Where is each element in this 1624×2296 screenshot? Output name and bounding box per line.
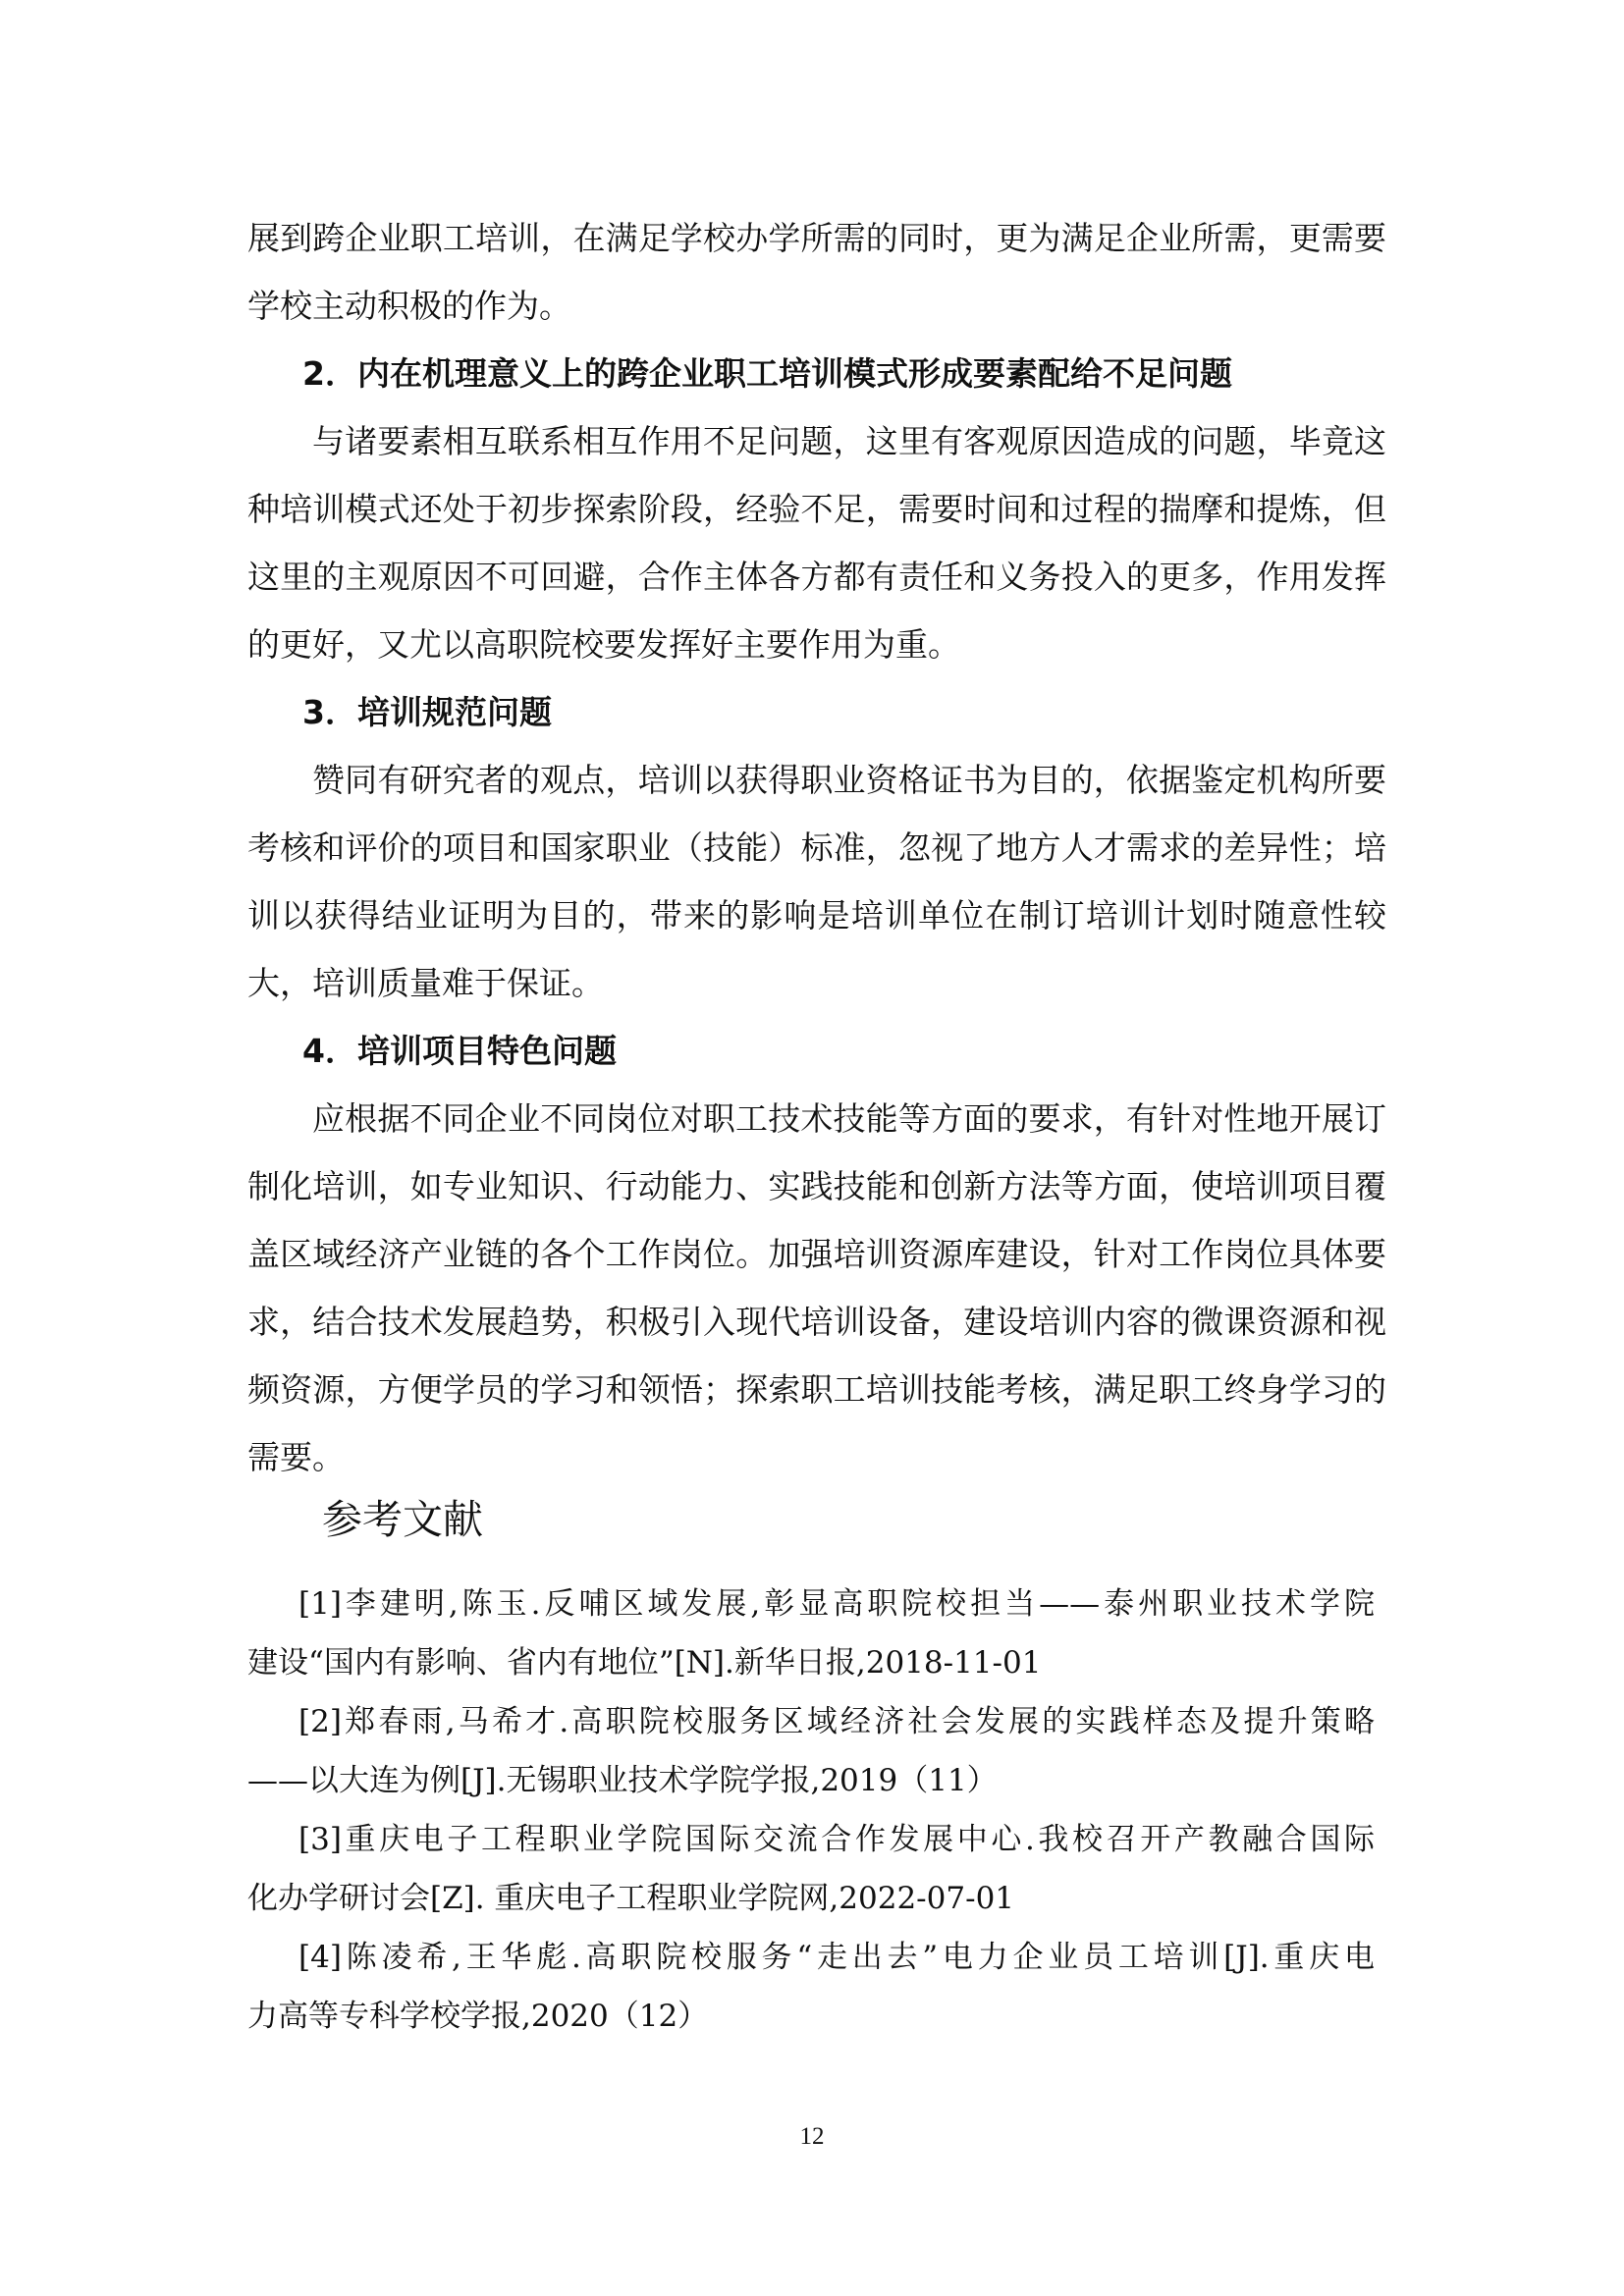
paragraph-line: 制化培训，如专业知识、行动能力、实践技能和创新方法等方面，使培训项目覆 (247, 1167, 1386, 1205)
paragraph-line: 大，培训质量难于保证。 (247, 964, 604, 1002)
reference-line: [4]陈凌希,王华彪.高职院校服务“走出去”电力企业员工培训[J].重庆电 (298, 1940, 1375, 1975)
paragraph-line: 这里的主观原因不可回避，合作主体各方都有责任和义务投入的更多，作用发挥 (247, 558, 1386, 596)
reference-line: 力高等专科学校学报,2020（12） (247, 1999, 709, 2034)
reference-item (247, 1810, 1375, 1928)
section-heading: 4．培训项目特色问题 (302, 1032, 617, 1070)
paragraph-line: 求，结合技术发展趋势，积极引入现代培训设备，建设培训内容的微课资源和视 (247, 1303, 1386, 1341)
paragraph-line: 频资源，方便学员的学习和领悟；探索职工培训技能考核，满足职工终身学习的 (247, 1370, 1386, 1409)
section-heading: 2．内在机理意义上的跨企业职工培训模式形成要素配给不足问题 (302, 354, 1232, 393)
section-heading: 3．培训规范问题 (302, 693, 552, 731)
reference-line: [2]郑春雨,马希才.高职院校服务区域经济社会发展的实践样态及提升策略 (298, 1704, 1375, 1739)
paragraph-line: 盖区域经济产业链的各个工作岗位。加强培训资源库建设，针对工作岗位具体要 (247, 1235, 1386, 1273)
paragraph-line: 赞同有研究者的观点，培训以获得职业资格证书为目的，依据鉴定机构所要 (312, 761, 1386, 799)
paragraph-line: 应根据不同企业不同岗位对职工技术技能等方面的要求，有针对性地开展订 (312, 1099, 1386, 1138)
reference-line: 化办学研讨会[Z]. 重庆电子工程职业学院网,2022-07-01 (247, 1881, 1015, 1916)
paragraph-line: 训以获得结业证明为目的，带来的影响是培训单位在制订培训计划时随意性较 (247, 896, 1386, 934)
reference-item (247, 1575, 1375, 1692)
paragraph-line: 学校主动积极的作为。 (247, 287, 571, 325)
reference-list (247, 1575, 1375, 2046)
reference-line: [3]重庆电子工程职业学院国际交流合作发展中心.我校召开产教融合国际 (298, 1822, 1375, 1857)
paragraph-line: 与诸要素相互联系相互作用不足问题，这里有客观原因造成的问题，毕竟这 (312, 422, 1386, 460)
paragraph-line: 的更好，又尤以高职院校要发挥好主要作用为重。 (247, 625, 960, 664)
page-number: 12 (799, 2123, 825, 2150)
reference-line: 建设“国内有影响、省内有地位”[N].新华日报,2018-11-01 (247, 1645, 1042, 1681)
references-title: 参考文献 (322, 1496, 483, 1543)
reference-item (247, 1692, 1375, 1810)
reference-line: [1]李建明,陈玉.反哺区域发展,彰显高职院校担当——泰州职业技术学院 (298, 1586, 1375, 1622)
paragraph-line: 种培训模式还处于初步探索阶段，经验不足，需要时间和过程的揣摩和提炼，但 (247, 490, 1386, 528)
paragraph-line: 需要。 (247, 1438, 345, 1476)
paragraph-line: 展到跨企业职工培训，在满足学校办学所需的同时，更为满足企业所需，更需要 (247, 219, 1386, 257)
main-text (247, 204, 1386, 1491)
reference-line: ——以大连为例[J].无锡职业技术学院学报,2019（11） (247, 1763, 998, 1798)
paragraph-line: 考核和评价的项目和国家职业（技能）标准，忽视了地方人才需求的差异性；培 (247, 828, 1386, 867)
reference-item (247, 1928, 1375, 2046)
